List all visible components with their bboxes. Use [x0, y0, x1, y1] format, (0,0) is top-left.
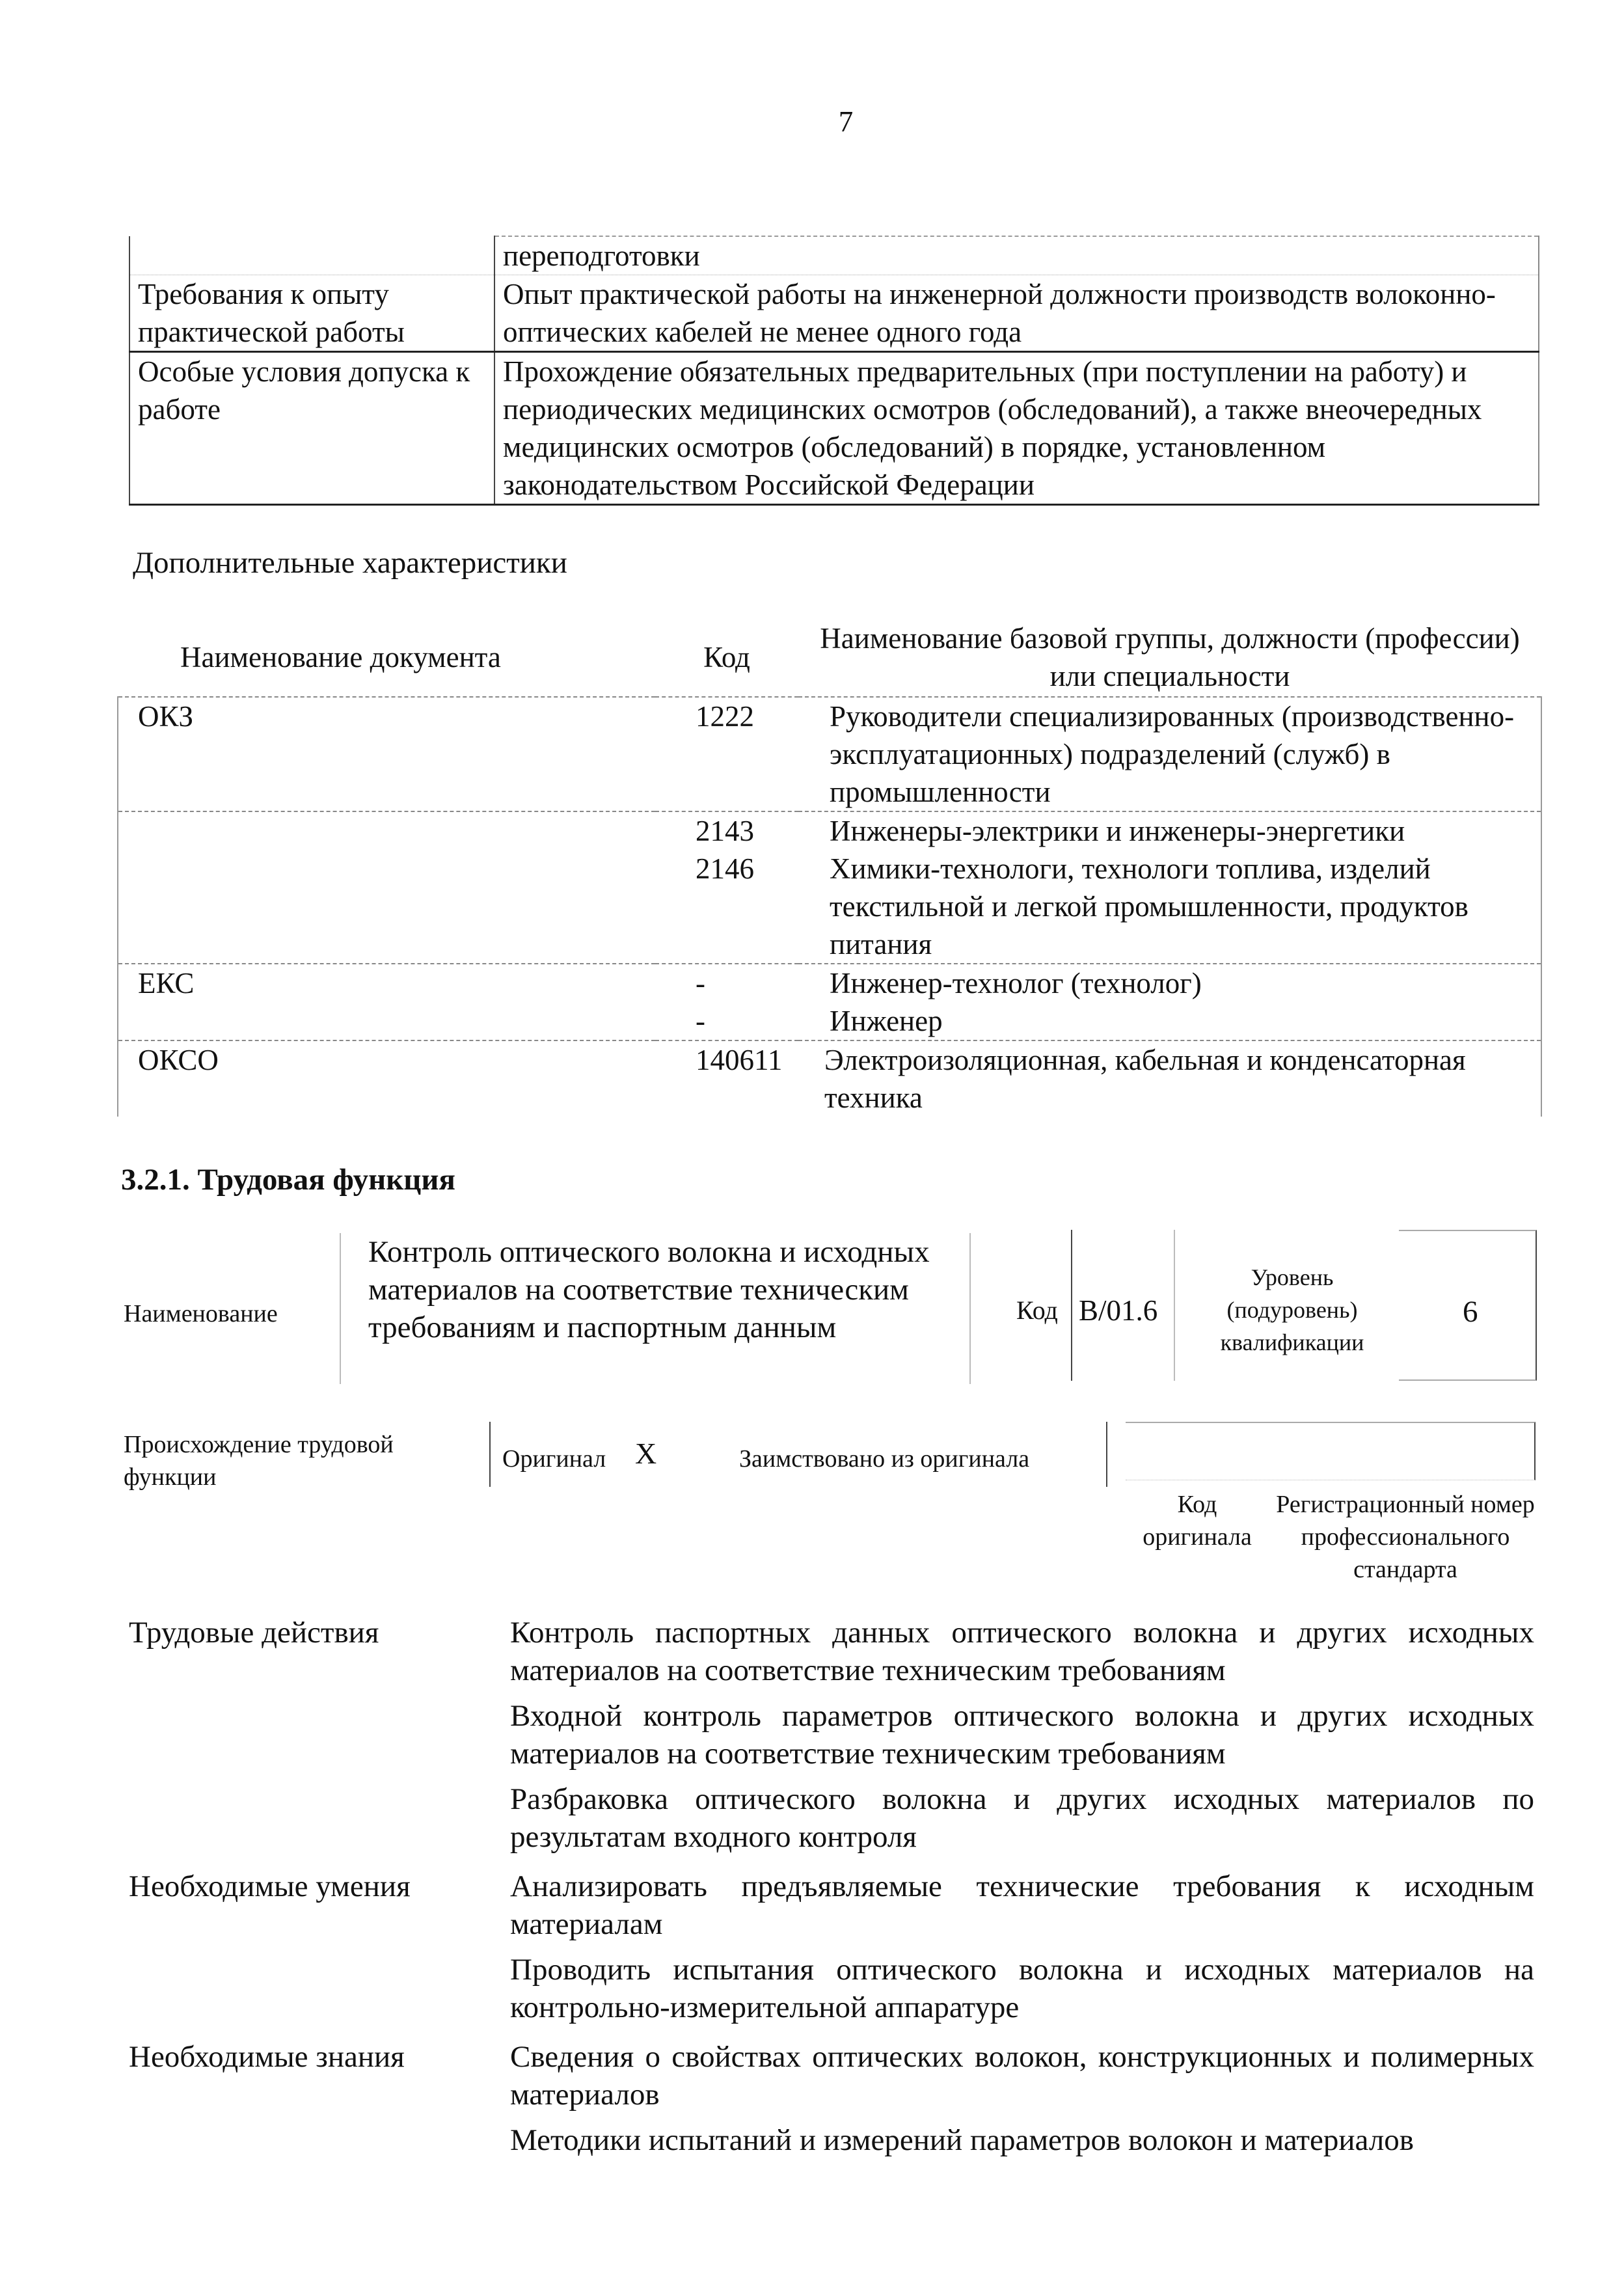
name-cell: Инженер-технолог (технолог) — [798, 964, 1541, 1002]
code-cell: 140611 — [655, 1040, 798, 1117]
requirement-value: Опыт практической работы на инженерной должности производств волоконно-оптических кабелей не менее одного года — [494, 275, 1539, 352]
function-code-box — [1071, 1230, 1175, 1381]
list-item: Анализировать предъявляемые технические требования к исходным материалам — [510, 1869, 1534, 1941]
document-cell: ОКСО — [118, 1040, 655, 1117]
column-header-name: Наименование базовой группы, должности (профессии) или специальности — [820, 622, 1520, 692]
required-knowledge-list — [510, 2038, 1534, 2167]
required-skills-list — [510, 1868, 1534, 2034]
origin-original-mark: X — [635, 1437, 657, 1470]
list-item: Контроль паспортных данных оптического волокна и других исходных материалов на соответствие техническим требованиям — [510, 1616, 1534, 1687]
function-name-box — [340, 1233, 971, 1384]
function-code: В/01.6 — [1079, 1294, 1158, 1327]
required-knowledge-label: Необходимые знания — [129, 2040, 405, 2074]
list-item: Входной контроль параметров оптического волокна и других исходных материалов на соответствие техническим требованиям — [510, 1699, 1534, 1771]
qualification-requirements-table — [129, 236, 1539, 506]
qualification-level: 6 — [1463, 1295, 1478, 1329]
function-origin-box — [489, 1422, 1107, 1487]
table-row — [118, 964, 1541, 1002]
code-cell: - — [655, 964, 798, 1002]
table-row — [129, 275, 1539, 352]
list-item: Сведения о свойствах оптических волокон, конструкционных и полимерных материалов — [510, 2040, 1534, 2112]
table-row — [118, 811, 1541, 850]
requirement-value: Прохождение обязательных предварительных (при поступлении на работу) и периодических медицинских осмотров (обследований), а также внеочередных медицинских осмотров (обследований) в порядке, установленном законодательством Российской Федерации — [494, 352, 1539, 505]
table-row — [129, 352, 1539, 505]
document-cell — [118, 811, 655, 850]
name-cell: Руководители специализированных (производственно-эксплуатационных) подразделений (служб) в промышленности — [798, 697, 1541, 811]
requirement-value: переподготовки — [494, 236, 1539, 275]
function-name-label: Наименование — [124, 1300, 278, 1327]
function-code-label: Код — [1016, 1296, 1058, 1325]
table-header-row — [118, 618, 1541, 697]
table-row — [118, 850, 1541, 964]
code-cell: 2143 — [655, 811, 798, 850]
name-cell: Химики-технологи, технологи топлива, изделий текстильной и легкой промышленности, продуктов питания — [798, 850, 1541, 964]
document-cell — [118, 1002, 655, 1040]
code-cell: - — [696, 1005, 705, 1037]
labor-actions-label: Трудовые действия — [129, 1616, 379, 1650]
table-row — [129, 236, 1539, 275]
labor-function-title: 3.2.1. Трудовая функция — [121, 1163, 455, 1197]
table-row — [118, 1040, 1541, 1117]
qualification-level-label: Уровень (подуровень) квалификации — [1220, 1264, 1364, 1355]
labor-actions-list — [510, 1614, 1534, 1864]
requirement-label: Требования к опыту практической работы — [129, 275, 494, 352]
labor-function-details — [129, 1614, 1534, 2171]
document-cell: ЕКС — [118, 964, 655, 1002]
required-skills-label: Необходимые умения — [129, 1869, 411, 1903]
document-cell: ОКЗ — [118, 697, 655, 811]
additional-characteristics-table — [117, 618, 1542, 1117]
required-knowledge-row — [129, 2038, 1534, 2167]
function-name: Контроль оптического волокна и исходных материалов на соответствие техническим требованиям и паспортным данным — [368, 1235, 930, 1344]
name-cell: Инженер — [798, 1002, 1541, 1040]
origin-code-box — [1126, 1422, 1536, 1480]
document-cell — [118, 850, 655, 964]
table-row — [118, 697, 1541, 811]
code-cell: 1222 — [655, 697, 798, 811]
requirement-label — [129, 236, 494, 275]
qualification-level-box — [1399, 1230, 1537, 1381]
origin-registration-label: Регистрационный номер профессионального стандарта — [1276, 1491, 1535, 1583]
origin-code-label: Код оригинала — [1143, 1491, 1252, 1551]
name-cell: Инженеры-электрики и инженеры-энергетики — [798, 811, 1541, 850]
column-header-document: Наименование документа — [180, 641, 501, 673]
column-header-code: Код — [703, 641, 750, 673]
origin-original-label: Оригинал — [502, 1445, 606, 1473]
origin-borrowed-label: Заимствовано из оригинала — [739, 1445, 1030, 1473]
labor-actions-row — [129, 1614, 1534, 1864]
code-cell: 2146 — [696, 852, 754, 885]
name-cell: Электроизоляционная, кабельная и конденсаторная техника — [798, 1040, 1541, 1117]
function-origin-label: Происхождение трудовой функции — [124, 1431, 394, 1491]
list-item: Разбраковка оптического волокна и других исходных материалов по результатам входного контроля — [510, 1782, 1534, 1854]
page-number: 7 — [838, 105, 854, 138]
list-item: Методики испытаний и измерений параметров волокон и материалов — [510, 2123, 1414, 2157]
requirement-label: Особые условия допуска к работе — [129, 352, 494, 505]
table-row — [118, 1002, 1541, 1040]
list-item: Проводить испытания оптического волокна и исходных материалов на контрольно-измерительной аппаратуре — [510, 1953, 1534, 2024]
additional-characteristics-heading: Дополнительные характеристики — [133, 546, 567, 580]
required-skills-row — [129, 1868, 1534, 2034]
